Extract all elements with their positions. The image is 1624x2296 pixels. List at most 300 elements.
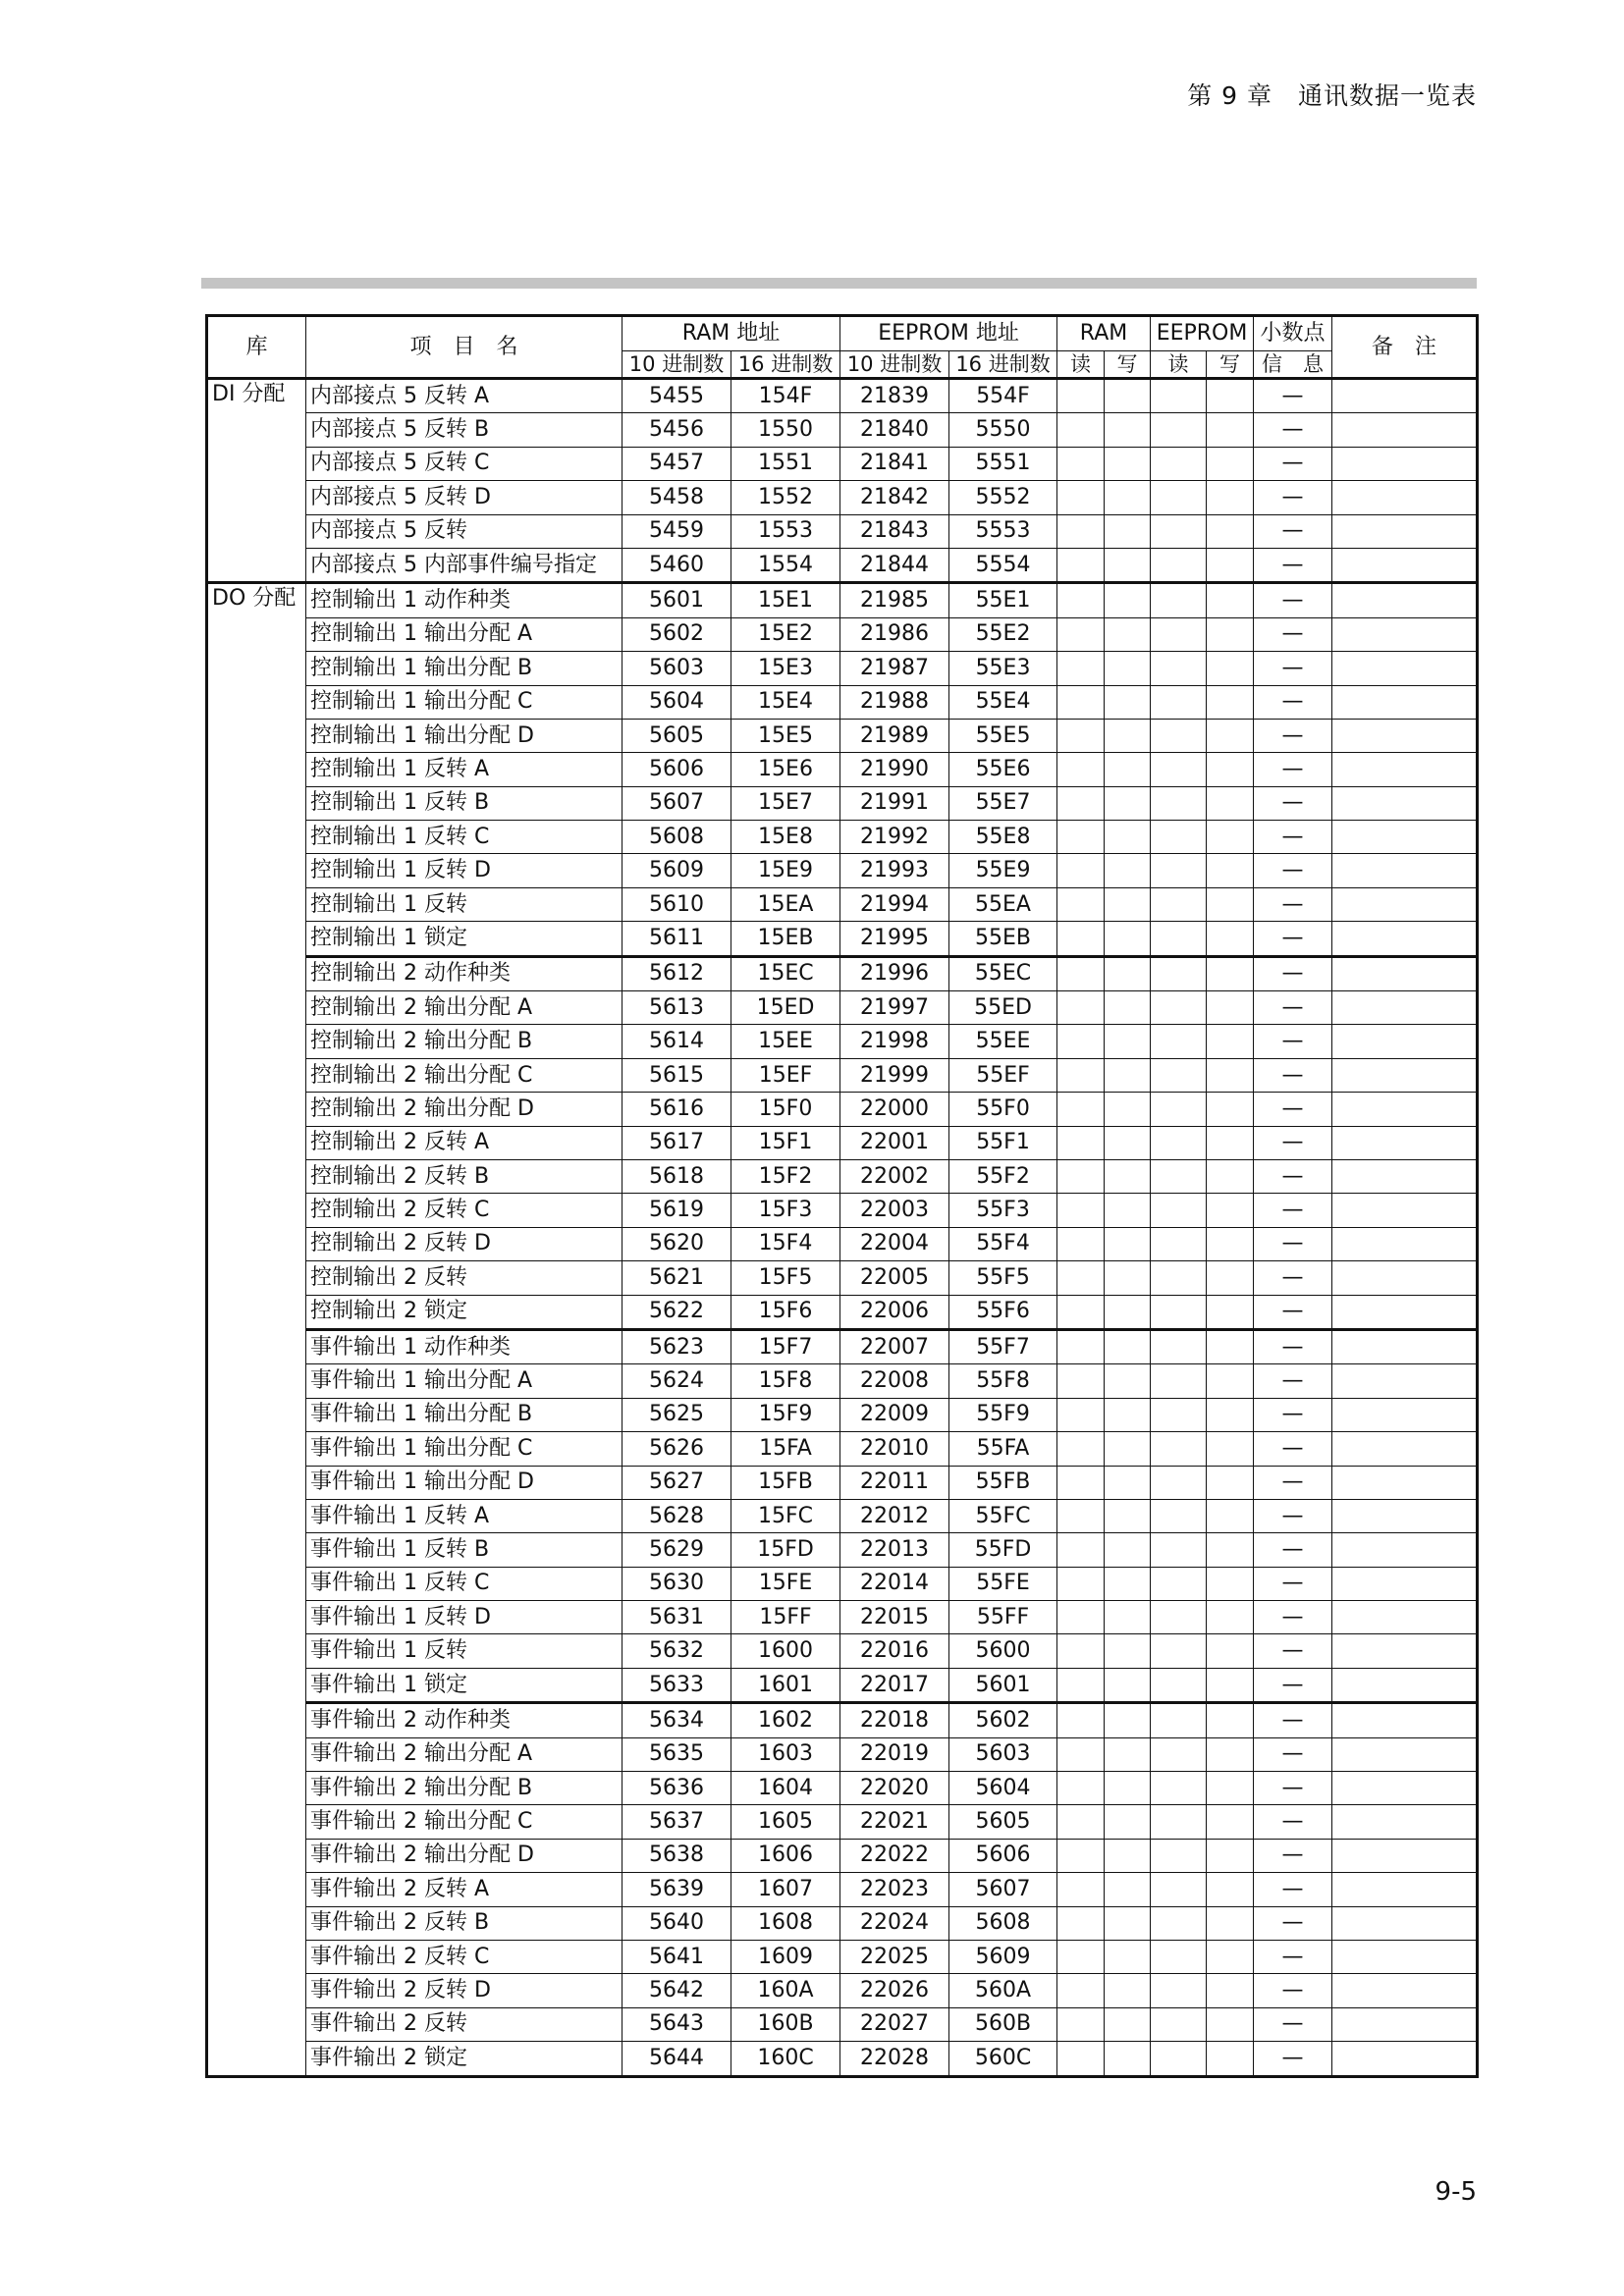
- ram-dec-cell: 5602: [623, 617, 731, 651]
- eeprom-hex-cell: 55ED: [949, 991, 1057, 1025]
- header-category: 库: [207, 316, 306, 379]
- ram-dec-cell: 5612: [623, 956, 731, 990]
- eeprom-write-cell: [1207, 1906, 1254, 1940]
- item-name-cell: 内部接点 5 反转 C: [306, 447, 623, 480]
- ram-hex-cell: 1551: [731, 447, 840, 480]
- ram-dec-cell: 5636: [623, 1772, 731, 1805]
- ram-write-cell: [1105, 1126, 1151, 1159]
- eeprom-write-cell: [1207, 1159, 1254, 1193]
- eeprom-read-cell: [1151, 447, 1207, 480]
- ram-write-cell: [1105, 1873, 1151, 1906]
- eeprom-hex-cell: 55E2: [949, 617, 1057, 651]
- eeprom-dec-cell: 21993: [840, 854, 949, 887]
- decimal-point-cell: —: [1254, 1839, 1332, 1872]
- remarks-cell: [1332, 481, 1478, 514]
- eeprom-dec-cell: 22004: [840, 1227, 949, 1260]
- ram-read-cell: [1057, 652, 1105, 685]
- decimal-point-cell: —: [1254, 1668, 1332, 1702]
- eeprom-dec-cell: 21992: [840, 821, 949, 854]
- table-row: [207, 1398, 1478, 1431]
- eeprom-write-cell: [1207, 548, 1254, 582]
- item-name-cell: 事件输出 1 动作种类: [306, 1329, 623, 1363]
- eeprom-read-cell: [1151, 991, 1207, 1025]
- ram-hex-cell: 1604: [731, 1772, 840, 1805]
- item-name-cell: 控制输出 2 输出分配 A: [306, 991, 623, 1025]
- ram-read-cell: [1057, 1533, 1105, 1567]
- ram-write-cell: [1105, 1839, 1151, 1872]
- item-name-cell: 内部接点 5 反转: [306, 514, 623, 548]
- ram-write-cell: [1105, 1159, 1151, 1193]
- decimal-point-cell: —: [1254, 1227, 1332, 1260]
- ram-dec-cell: 5626: [623, 1432, 731, 1466]
- ram-hex-cell: 1605: [731, 1805, 840, 1839]
- eeprom-hex-cell: 55F7: [949, 1329, 1057, 1363]
- table-row: [207, 652, 1478, 685]
- ram-hex-cell: 15E2: [731, 617, 840, 651]
- decimal-point-cell: —: [1254, 2007, 1332, 2041]
- eeprom-hex-cell: 55F2: [949, 1159, 1057, 1193]
- table-row: [207, 514, 1478, 548]
- ram-dec-cell: 5629: [623, 1533, 731, 1567]
- eeprom-dec-cell: 21987: [840, 652, 949, 685]
- remarks-cell: [1332, 617, 1478, 651]
- eeprom-write-cell: [1207, 1058, 1254, 1092]
- eeprom-dec-cell: 21996: [840, 956, 949, 990]
- item-name-cell: 控制输出 2 反转 C: [306, 1194, 623, 1227]
- eeprom-write-cell: [1207, 753, 1254, 786]
- item-name-cell: 控制输出 1 动作种类: [306, 583, 623, 617]
- ram-read-cell: [1057, 685, 1105, 719]
- eeprom-hex-cell: 55EC: [949, 956, 1057, 990]
- ram-read-cell: [1057, 1466, 1105, 1499]
- decimal-point-cell: —: [1254, 1261, 1332, 1295]
- eeprom-read-cell: [1151, 1329, 1207, 1363]
- eeprom-hex-cell: 55E3: [949, 652, 1057, 685]
- item-name-cell: 事件输出 1 输出分配 C: [306, 1432, 623, 1466]
- eeprom-read-cell: [1151, 786, 1207, 820]
- eeprom-dec-cell: 22002: [840, 1159, 949, 1193]
- eeprom-hex-cell: 55F3: [949, 1194, 1057, 1227]
- ram-write-cell: [1105, 1194, 1151, 1227]
- item-name-cell: 控制输出 1 输出分配 B: [306, 652, 623, 685]
- ram-hex-cell: 1602: [731, 1703, 840, 1737]
- eeprom-read-cell: [1151, 514, 1207, 548]
- eeprom-read-cell: [1151, 1093, 1207, 1126]
- item-name-cell: 事件输出 1 输出分配 B: [306, 1398, 623, 1431]
- ram-read-cell: [1057, 1974, 1105, 2007]
- ram-write-cell: [1105, 1567, 1151, 1600]
- eeprom-read-cell: [1151, 1058, 1207, 1092]
- eeprom-write-cell: [1207, 652, 1254, 685]
- header-remarks: 备 注: [1332, 316, 1478, 379]
- eeprom-read-cell: [1151, 413, 1207, 447]
- eeprom-dec-cell: 22005: [840, 1261, 949, 1295]
- eeprom-hex-cell: 55FB: [949, 1466, 1057, 1499]
- remarks-cell: [1332, 652, 1478, 685]
- ram-write-cell: [1105, 1329, 1151, 1363]
- eeprom-dec-cell: 21986: [840, 617, 949, 651]
- eeprom-read-cell: [1151, 1398, 1207, 1431]
- eeprom-hex-cell: 5551: [949, 447, 1057, 480]
- remarks-cell: [1332, 1329, 1478, 1363]
- ram-hex-cell: 1553: [731, 514, 840, 548]
- eeprom-write-cell: [1207, 956, 1254, 990]
- decimal-point-cell: —: [1254, 956, 1332, 990]
- table-body: [207, 379, 1478, 2077]
- ram-write-cell: [1105, 1974, 1151, 2007]
- ram-read-cell: [1057, 514, 1105, 548]
- eeprom-hex-cell: 5601: [949, 1668, 1057, 1702]
- eeprom-dec-cell: 22016: [840, 1634, 949, 1668]
- ram-read-cell: [1057, 1839, 1105, 1872]
- eeprom-hex-cell: 55F8: [949, 1364, 1057, 1398]
- ram-dec-cell: 5606: [623, 753, 731, 786]
- eeprom-dec-cell: 21995: [840, 922, 949, 956]
- eeprom-read-cell: [1151, 481, 1207, 514]
- decimal-point-cell: —: [1254, 1499, 1332, 1532]
- eeprom-hex-cell: 55EF: [949, 1058, 1057, 1092]
- ram-write-cell: [1105, 1025, 1151, 1058]
- item-name-cell: 事件输出 2 输出分配 A: [306, 1737, 623, 1771]
- ram-dec-cell: 5616: [623, 1093, 731, 1126]
- eeprom-write-cell: [1207, 1466, 1254, 1499]
- eeprom-dec-cell: 21997: [840, 991, 949, 1025]
- eeprom-write-cell: [1207, 1974, 1254, 2007]
- eeprom-write-cell: [1207, 1398, 1254, 1431]
- item-name-cell: 控制输出 1 反转 C: [306, 821, 623, 854]
- ram-dec-cell: 5620: [623, 1227, 731, 1260]
- eeprom-read-cell: [1151, 1126, 1207, 1159]
- table-row: [207, 1703, 1478, 1737]
- eeprom-dec-cell: 21991: [840, 786, 949, 820]
- eeprom-dec-cell: 22017: [840, 1668, 949, 1702]
- item-name-cell: 事件输出 1 反转: [306, 1634, 623, 1668]
- ram-read-cell: [1057, 1329, 1105, 1363]
- ram-dec-cell: 5628: [623, 1499, 731, 1532]
- eeprom-read-cell: [1151, 1432, 1207, 1466]
- item-name-cell: 控制输出 2 输出分配 B: [306, 1025, 623, 1058]
- ram-read-cell: [1057, 1906, 1105, 1940]
- table-row: [207, 1772, 1478, 1805]
- eeprom-read-cell: [1151, 1159, 1207, 1193]
- ram-dec-cell: 5604: [623, 685, 731, 719]
- ram-hex-cell: 15F0: [731, 1093, 840, 1126]
- decimal-point-cell: —: [1254, 821, 1332, 854]
- eeprom-hex-cell: 5605: [949, 1805, 1057, 1839]
- eeprom-write-cell: [1207, 379, 1254, 413]
- decimal-point-cell: —: [1254, 481, 1332, 514]
- header-eeprom-read: 读: [1151, 351, 1207, 379]
- decimal-point-cell: —: [1254, 991, 1332, 1025]
- eeprom-read-cell: [1151, 1499, 1207, 1532]
- decimal-point-cell: —: [1254, 1093, 1332, 1126]
- remarks-cell: [1332, 1364, 1478, 1398]
- eeprom-dec-cell: 21990: [840, 753, 949, 786]
- table-row: [207, 719, 1478, 752]
- remarks-cell: [1332, 1126, 1478, 1159]
- decimal-point-cell: —: [1254, 1432, 1332, 1466]
- ram-dec-cell: 5615: [623, 1058, 731, 1092]
- ram-write-cell: [1105, 719, 1151, 752]
- ram-write-cell: [1105, 1772, 1151, 1805]
- ram-write-cell: [1105, 617, 1151, 651]
- item-name-cell: 控制输出 1 锁定: [306, 922, 623, 956]
- eeprom-read-cell: [1151, 854, 1207, 887]
- table-row: [207, 854, 1478, 887]
- ram-write-cell: [1105, 1227, 1151, 1260]
- chapter-header: 第 9 章 通讯数据一览表: [1187, 81, 1477, 110]
- eeprom-write-cell: [1207, 1261, 1254, 1295]
- table-row: [207, 1126, 1478, 1159]
- table-row: [207, 1364, 1478, 1398]
- ram-dec-cell: 5455: [623, 379, 731, 413]
- eeprom-write-cell: [1207, 1772, 1254, 1805]
- ram-read-cell: [1057, 1159, 1105, 1193]
- table-row: [207, 2007, 1478, 2041]
- remarks-cell: [1332, 1194, 1478, 1227]
- eeprom-read-cell: [1151, 1364, 1207, 1398]
- eeprom-dec-cell: 22026: [840, 1974, 949, 2007]
- decimal-point-cell: —: [1254, 514, 1332, 548]
- eeprom-write-cell: [1207, 1703, 1254, 1737]
- item-name-cell: 控制输出 1 反转 A: [306, 753, 623, 786]
- ram-hex-cell: 15F8: [731, 1364, 840, 1398]
- item-name-cell: 控制输出 1 反转 D: [306, 854, 623, 887]
- eeprom-read-cell: [1151, 548, 1207, 582]
- eeprom-read-cell: [1151, 956, 1207, 990]
- eeprom-read-cell: [1151, 379, 1207, 413]
- ram-write-cell: [1105, 1703, 1151, 1737]
- eeprom-read-cell: [1151, 2007, 1207, 2041]
- item-name-cell: 事件输出 1 反转 B: [306, 1533, 623, 1567]
- ram-dec-cell: 5618: [623, 1159, 731, 1193]
- decimal-point-cell: —: [1254, 1805, 1332, 1839]
- header-eeprom-address: EEPROM 地址: [840, 316, 1057, 351]
- ram-read-cell: [1057, 991, 1105, 1025]
- ram-dec-cell: 5610: [623, 887, 731, 921]
- table-row: [207, 447, 1478, 480]
- ram-write-cell: [1105, 1432, 1151, 1466]
- ram-write-cell: [1105, 2007, 1151, 2041]
- ram-dec-cell: 5622: [623, 1295, 731, 1329]
- eeprom-hex-cell: 554F: [949, 379, 1057, 413]
- eeprom-dec-cell: 22007: [840, 1329, 949, 1363]
- eeprom-read-cell: [1151, 1466, 1207, 1499]
- decimal-point-cell: —: [1254, 887, 1332, 921]
- remarks-cell: [1332, 1533, 1478, 1567]
- eeprom-read-cell: [1151, 1634, 1207, 1668]
- decimal-point-cell: —: [1254, 1703, 1332, 1737]
- table-row: [207, 1295, 1478, 1329]
- decimal-point-cell: —: [1254, 2042, 1332, 2076]
- eeprom-dec-cell: 22009: [840, 1398, 949, 1431]
- eeprom-hex-cell: 55E8: [949, 821, 1057, 854]
- table-row: [207, 991, 1478, 1025]
- ram-hex-cell: 1600: [731, 1634, 840, 1668]
- ram-read-cell: [1057, 583, 1105, 617]
- eeprom-hex-cell: 560B: [949, 2007, 1057, 2041]
- eeprom-write-cell: [1207, 1839, 1254, 1872]
- ram-read-cell: [1057, 753, 1105, 786]
- table-row: [207, 1058, 1478, 1092]
- ram-hex-cell: 15FC: [731, 1499, 840, 1532]
- decimal-point-cell: —: [1254, 1466, 1332, 1499]
- eeprom-hex-cell: 5553: [949, 514, 1057, 548]
- remarks-cell: [1332, 1058, 1478, 1092]
- eeprom-write-cell: [1207, 1025, 1254, 1058]
- eeprom-hex-cell: 55F5: [949, 1261, 1057, 1295]
- table-row: [207, 481, 1478, 514]
- decimal-point-cell: —: [1254, 1873, 1332, 1906]
- ram-dec-cell: 5641: [623, 1940, 731, 1973]
- eeprom-write-cell: [1207, 1668, 1254, 1702]
- ram-dec-cell: 5605: [623, 719, 731, 752]
- eeprom-dec-cell: 22027: [840, 2007, 949, 2041]
- remarks-cell: [1332, 1398, 1478, 1431]
- header-ram: RAM: [1057, 316, 1151, 351]
- eeprom-write-cell: [1207, 1873, 1254, 1906]
- ram-read-cell: [1057, 854, 1105, 887]
- ram-write-cell: [1105, 821, 1151, 854]
- ram-write-cell: [1105, 1466, 1151, 1499]
- ram-dec-cell: 5633: [623, 1668, 731, 1702]
- table-row: [207, 1567, 1478, 1600]
- table-row: [207, 1466, 1478, 1499]
- eeprom-write-cell: [1207, 1126, 1254, 1159]
- eeprom-dec-cell: 22021: [840, 1805, 949, 1839]
- item-name-cell: 事件输出 2 锁定: [306, 2042, 623, 2076]
- ram-read-cell: [1057, 922, 1105, 956]
- table-row: [207, 1025, 1478, 1058]
- eeprom-read-cell: [1151, 1703, 1207, 1737]
- table-row: [207, 821, 1478, 854]
- decimal-point-cell: —: [1254, 719, 1332, 752]
- ram-dec-cell: 5601: [623, 583, 731, 617]
- eeprom-hex-cell: 55FD: [949, 1533, 1057, 1567]
- eeprom-write-cell: [1207, 1329, 1254, 1363]
- ram-write-cell: [1105, 481, 1151, 514]
- header-ram-dec: 10 进制数: [623, 351, 731, 379]
- remarks-cell: [1332, 991, 1478, 1025]
- eeprom-hex-cell: 5602: [949, 1703, 1057, 1737]
- ram-write-cell: [1105, 753, 1151, 786]
- table-row: [207, 1159, 1478, 1193]
- eeprom-write-cell: [1207, 821, 1254, 854]
- eeprom-read-cell: [1151, 617, 1207, 651]
- eeprom-read-cell: [1151, 1194, 1207, 1227]
- decimal-point-cell: —: [1254, 617, 1332, 651]
- eeprom-read-cell: [1151, 1668, 1207, 1702]
- eeprom-hex-cell: 55F9: [949, 1398, 1057, 1431]
- ram-dec-cell: 5631: [623, 1601, 731, 1634]
- ram-read-cell: [1057, 1940, 1105, 1973]
- ram-read-cell: [1057, 548, 1105, 582]
- table-row: [207, 887, 1478, 921]
- eeprom-dec-cell: 22003: [840, 1194, 949, 1227]
- ram-hex-cell: 1601: [731, 1668, 840, 1702]
- ram-dec-cell: 5621: [623, 1261, 731, 1295]
- ram-dec-cell: 5639: [623, 1873, 731, 1906]
- ram-dec-cell: 5627: [623, 1466, 731, 1499]
- ram-write-cell: [1105, 1634, 1151, 1668]
- eeprom-read-cell: [1151, 2042, 1207, 2076]
- item-name-cell: 控制输出 2 动作种类: [306, 956, 623, 990]
- ram-hex-cell: 15E8: [731, 821, 840, 854]
- eeprom-dec-cell: 22014: [840, 1567, 949, 1600]
- ram-write-cell: [1105, 786, 1151, 820]
- eeprom-dec-cell: 22020: [840, 1772, 949, 1805]
- decimal-point-cell: —: [1254, 1329, 1332, 1363]
- table-row: [207, 1533, 1478, 1567]
- eeprom-hex-cell: 5554: [949, 548, 1057, 582]
- eeprom-read-cell: [1151, 1261, 1207, 1295]
- ram-write-cell: [1105, 1533, 1151, 1567]
- eeprom-dec-cell: 21988: [840, 685, 949, 719]
- remarks-cell: [1332, 719, 1478, 752]
- remarks-cell: [1332, 548, 1478, 582]
- remarks-cell: [1332, 753, 1478, 786]
- ram-write-cell: [1105, 991, 1151, 1025]
- remarks-cell: [1332, 2007, 1478, 2041]
- ram-hex-cell: 15FB: [731, 1466, 840, 1499]
- decimal-point-cell: —: [1254, 1058, 1332, 1092]
- ram-read-cell: [1057, 786, 1105, 820]
- eeprom-dec-cell: 22010: [840, 1432, 949, 1466]
- ram-dec-cell: 5460: [623, 548, 731, 582]
- eeprom-dec-cell: 21994: [840, 887, 949, 921]
- item-name-cell: 控制输出 1 输出分配 D: [306, 719, 623, 752]
- ram-write-cell: [1105, 583, 1151, 617]
- eeprom-write-cell: [1207, 514, 1254, 548]
- eeprom-hex-cell: 55EA: [949, 887, 1057, 921]
- eeprom-dec-cell: 22028: [840, 2042, 949, 2076]
- eeprom-dec-cell: 21839: [840, 379, 949, 413]
- ram-dec-cell: 5638: [623, 1839, 731, 1872]
- ram-write-cell: [1105, 1295, 1151, 1329]
- eeprom-read-cell: [1151, 821, 1207, 854]
- ram-read-cell: [1057, 1126, 1105, 1159]
- eeprom-read-cell: [1151, 1227, 1207, 1260]
- eeprom-dec-cell: 21985: [840, 583, 949, 617]
- eeprom-hex-cell: 55FF: [949, 1601, 1057, 1634]
- ram-read-cell: [1057, 1093, 1105, 1126]
- decimal-point-cell: —: [1254, 652, 1332, 685]
- eeprom-hex-cell: 55FE: [949, 1567, 1057, 1600]
- eeprom-read-cell: [1151, 652, 1207, 685]
- eeprom-write-cell: [1207, 1634, 1254, 1668]
- ram-read-cell: [1057, 447, 1105, 480]
- ram-read-cell: [1057, 1805, 1105, 1839]
- eeprom-read-cell: [1151, 1533, 1207, 1567]
- ram-write-cell: [1105, 956, 1151, 990]
- eeprom-write-cell: [1207, 1601, 1254, 1634]
- eeprom-dec-cell: 22000: [840, 1093, 949, 1126]
- decimal-point-cell: —: [1254, 583, 1332, 617]
- eeprom-hex-cell: 55EE: [949, 1025, 1057, 1058]
- table-row: [207, 548, 1478, 582]
- ram-hex-cell: 15EC: [731, 956, 840, 990]
- ram-hex-cell: 15ED: [731, 991, 840, 1025]
- header-eeprom: EEPROM: [1151, 316, 1254, 351]
- eeprom-dec-cell: 22022: [840, 1839, 949, 1872]
- eeprom-hex-cell: 5600: [949, 1634, 1057, 1668]
- remarks-cell: [1332, 1805, 1478, 1839]
- eeprom-read-cell: [1151, 1295, 1207, 1329]
- ram-read-cell: [1057, 617, 1105, 651]
- header-ram-write: 写: [1105, 351, 1151, 379]
- ram-hex-cell: 15E6: [731, 753, 840, 786]
- table-row: [207, 1940, 1478, 1973]
